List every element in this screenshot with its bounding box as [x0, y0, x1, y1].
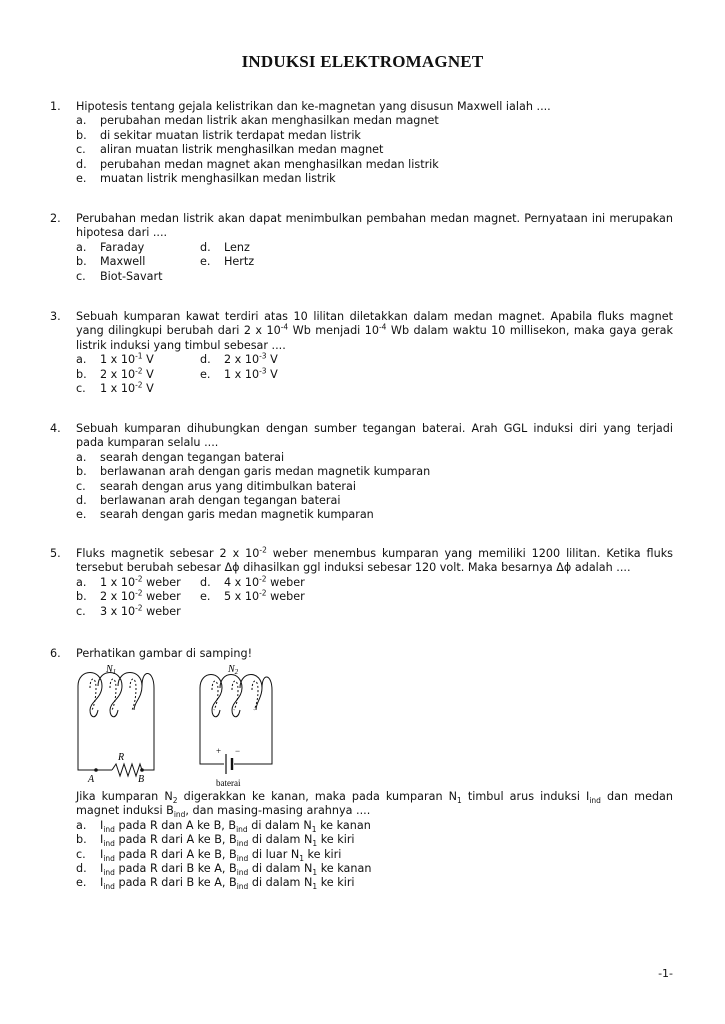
option-e: e. 5 x $10^{-2}$ weber [200, 588, 305, 604]
option-d: d. $I_{ind}$ pada R dari B ke A, $B_{ind}$ di dalam $N_1$ ke kanan [76, 862, 372, 878]
question-stem: Fluks magnetik sebesar 2 x $10^{-2}$ weber menembus kumparan yang memiliki 1200 lilitan. Ketika fluks tersebut berubah sebesar Δϕ dihasilkan ggl induksi sebesar 120 volt. Maka besarnya Δϕ adalah .... [76, 545, 674, 575]
option-b: b. 2 x $10^{-2}$ weber [76, 588, 181, 604]
question-5 [50, 547, 673, 619]
n1-label: $N_1$ [106, 664, 117, 676]
option-a: a. searah dengan tegangan baterai [76, 450, 285, 464]
node-b [140, 768, 144, 772]
option-c: c. Biot-Savart [76, 269, 163, 283]
question-stem: Perhatikan gambar di samping! [76, 647, 253, 660]
option-b: b. di sekitar muatan listrik terdapat medan listrik [76, 128, 361, 142]
option-e: e. muatan listrik menghasilkan medan listrik [76, 172, 336, 186]
battery-plus: + [216, 746, 222, 756]
option-c: c. searah dengan arus yang ditimbulkan baterai [76, 479, 356, 493]
question-4 [50, 422, 673, 523]
option-a: a. 1 x $10^{-1}$ V [76, 351, 154, 367]
option-c: c. $I_{ind}$ pada R dari A ke B, $B_{ind}$ di luar $N_1$ ke kiri [76, 847, 342, 863]
question-stem-continued: Jika kumparan $N_2$ digerakkan ke kanan, maka pada kumparan $N_1$ timbul arus induksi $I_{ind}$ dan medan magnet induksi $B_{ind}$, dan masing-masing arahnya .... [76, 790, 673, 820]
option-a: a. 1 x $10^{-2}$ weber [76, 574, 181, 589]
option-d: d. 4 x $10^{-2}$ weber [200, 574, 305, 589]
coil-n1 [78, 673, 154, 771]
question-6-body [50, 790, 673, 891]
question-2 [50, 212, 673, 284]
battery-minus: − [235, 746, 241, 756]
question-number: 2. [50, 212, 61, 225]
question-number: 3. [50, 310, 61, 323]
option-c: c. aliran muatan listrik menghasilkan medan magnet [76, 143, 384, 157]
option-e: e. 1 x $10^{-3}$ V [200, 365, 278, 381]
question-number: 5. [50, 547, 61, 560]
option-a: a. perubahan medan listrik akan menghasilkan medan magnet [76, 114, 439, 128]
option-d: d. perubahan medan magnet akan menghasilkan medan listrik [76, 157, 439, 171]
n2-label: $N_2$ [228, 664, 239, 676]
question-1 [50, 100, 673, 186]
option-b: b. berlawanan arah dengan garis medan magnetik kumparan [76, 465, 431, 479]
option-c: c. 3 x $10^{-2}$ weber [76, 602, 181, 618]
option-d: d. Lenz [200, 240, 250, 254]
coil-circuit-figure [76, 658, 296, 788]
question-stem: Perubahan medan listrik akan dapat menimbulkan pembahan medan magnet. Pernyataan ini merupakan hipotesa dari .... [76, 212, 673, 240]
question-3 [50, 310, 673, 396]
page-title: INDUKSI ELEKTROMAGNET [241, 52, 484, 71]
option-b: b. 2 x $10^{-2}$ V [76, 365, 154, 381]
question-stem: Hipotesis tentang gejala kelistrikan dan ke-magnetan yang disusun Maxwell ialah .... [76, 100, 551, 113]
question-stem: Sebuah kumparan kawat terdiri atas 10 lilitan diletakkan dalam medan magnet. Apabila fluks magnet yang dilingkupi berubah dari 2 x $10^{-4}$ Wb menjadi $10^{-4}$ Wb dalam waktu 10 millisekon, maka gaya gerak listrik induksi yang timbul sebesar .... [76, 310, 673, 352]
battery-label: baterai [216, 778, 241, 788]
option-a: a. Faraday [76, 240, 145, 254]
question-number: 4. [50, 422, 61, 435]
option-e: e. $I_{ind}$ pada R dari B ke A, $B_{ind}$ di dalam $N_1$ ke kiri [76, 876, 355, 892]
b-label: B [138, 774, 145, 785]
question-stem: Sebuah kumparan dihubungkan dengan sumber tegangan baterai. Arah GGL induksi diri yang terjadi pada kumparan selalu .... [76, 422, 673, 450]
r-label: R [118, 752, 125, 763]
a-label: A [88, 774, 95, 785]
question-number: 1. [50, 100, 61, 113]
battery [226, 754, 232, 774]
option-c: c. 1 x $10^{-2}$ V [76, 380, 154, 396]
option-b: b. $I_{ind}$ pada R dari A ke B, $B_{ind}$ di dalam $N_1$ ke kiri [76, 833, 355, 849]
option-b: b. Maxwell [76, 255, 146, 269]
option-e: e. searah dengan garis medan magnetik kumparan [76, 508, 374, 522]
page-number: -1- [658, 967, 673, 980]
option-e: e. Hertz [200, 255, 255, 269]
question-number: 6. [50, 647, 61, 660]
option-d: d. 2 x $10^{-3}$ V [200, 351, 278, 367]
option-a: a. $I_{ind}$ pada R dan A ke B, $B_{ind}$ di dalam $N_1$ ke kanan [76, 818, 371, 835]
option-d: d. berlawanan arah dengan tegangan baterai [76, 494, 341, 508]
node-a [94, 768, 98, 772]
